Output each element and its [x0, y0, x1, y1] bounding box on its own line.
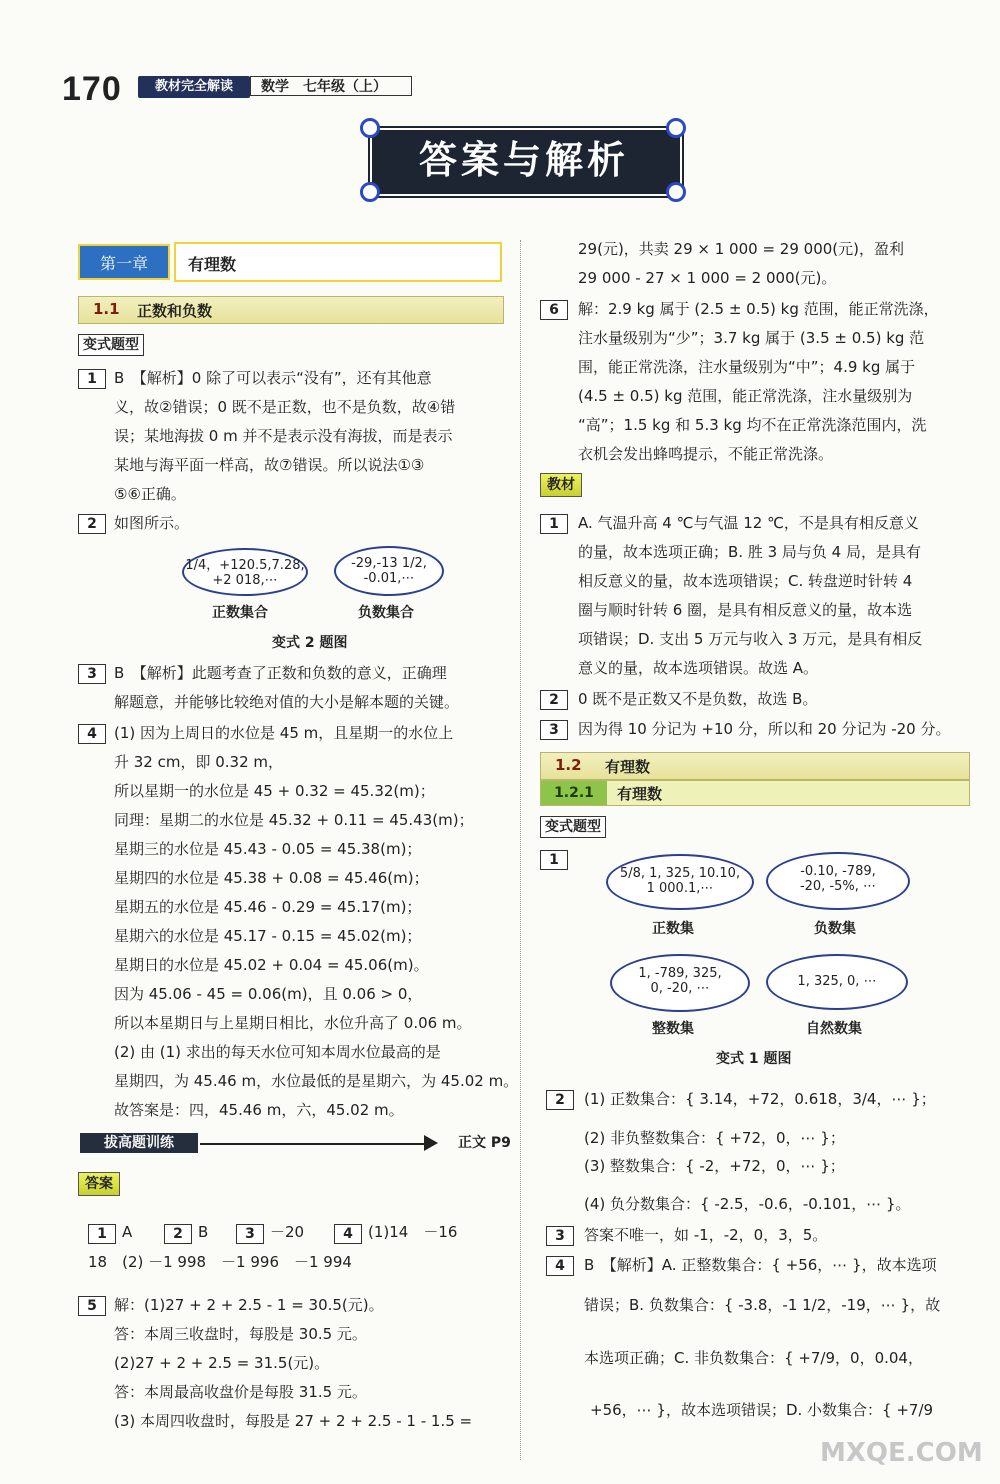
- answer-value: －20: [270, 1223, 305, 1241]
- variant-label: 变式题型: [540, 816, 606, 838]
- corner-dot-icon: [666, 118, 686, 138]
- corner-dot-icon: [360, 182, 380, 202]
- jiaocai-label: 教材: [540, 473, 582, 497]
- section-bar: [540, 752, 970, 780]
- variant-label: 变式题型: [78, 334, 144, 356]
- question-number: 1: [88, 1224, 116, 1244]
- answer-text: (1) 正数集合：{ 3.14，+72，0.618，3/4，⋯ }；: [584, 1090, 936, 1108]
- set-ellipse: 5/8, 1, 325, 10.10, 1 000.1,⋯: [606, 854, 754, 910]
- answer-text: B 【解析】A. 正整数集合：{ +56，⋯ }，故本选项: [584, 1256, 937, 1274]
- section-bar: [78, 296, 504, 324]
- set-ellipse: 1, -789, 325, 0, -20, ⋯: [610, 954, 750, 1012]
- section-title: 正数和负数: [137, 302, 213, 320]
- answer-label: 答案: [78, 1172, 120, 1196]
- question-number: 6: [540, 300, 568, 320]
- answer-value: A: [122, 1223, 133, 1241]
- answer-text: 0 既不是正数又不是负数，故选 B。: [578, 690, 818, 708]
- section-number: 1.2: [555, 756, 582, 774]
- question-number: 4: [546, 1256, 574, 1276]
- positive-set-caption: 正数集合: [212, 605, 268, 621]
- question-number: 1: [78, 369, 106, 389]
- question-number: 5: [78, 1296, 106, 1316]
- answer-text: (1) 因为上周日的水位是 45 m，且星期一的水位上 升 32 cm，即 0.32 m， 所以星期一的水位是 45 + 0.32 = 45.32(m)； 同理：星期二的水位是 45.32 + 0.11 = 45.43(m)； 星期三的水位是 45.43 - 0.05 = 45.38(m)； 星期四的水位是 45.38 + 0.08 = 45.46(m)； 星期五的水位是 45.46 - 0.29 = 45.17(m)； 星期六的水位是 45.17 - 0.15 = 45.02(m)； 星期日的水位是 45.02 + 0.04 = 45.06(m)。 因为 45.06 - 45 = 0.06(m)，且 0.06 > 0， 所以本星期日与上星期日相比，水位升高了 0.06 m。 (2) 由 (1) 求出的每天水位可知本周水位最高的是 星期四，为 45.46 m，水位最低的是星期六，为 45.02 m。 故答案是：四，45.46 m，六，45.02 m。: [114, 724, 519, 1119]
- set-ellipse: -0.10, -789, -20, -5%, ⋯: [766, 852, 910, 910]
- answer-text: +56，⋯ }，故本选项错误；D. 小数集合：{ +7/9: [590, 1401, 934, 1419]
- answer-text: A. 气温升高 4 ℃与气温 12 ℃，不是具有相反意义 的量，故本选项正确；B. 胜 3 局与负 4 局，是具有 相反意义的量，故本选项错误；C. 转盘逆时针转 4 圈与顺时针转 6 圈，是具有相反意义的量，故本选 项错误；D. 支出 5 万元与收入 3 万元，是具有相反 意义的量，故本选项错误。故选 A。: [578, 514, 923, 677]
- answer-text: 错误；B. 负数集合：{ -3.8，-1 1/2，-19，⋯ }，故: [584, 1296, 941, 1314]
- figure-caption: 变式 1 题图: [716, 1051, 792, 1067]
- answer-text: B 【解析】0 除了可以表示“没有”，还有其他意 义，故②错误；0 既不是正数，也不是负数，故④错 误；某地海拔 0 m 并不是表示没有海拔，而是表示 某地与海平面一样高，故⑦错误。所以说法①③ ⑤⑥正确。: [114, 369, 456, 503]
- subsection-bar: [540, 780, 970, 806]
- question-number: 4: [334, 1224, 362, 1244]
- answer-text: 解：(1)27 + 2 + 2.5 - 1 = 30.5(元)。 答：本周三收盘时，每股是 30.5 元。 (2)27 + 2 + 2.5 = 31.5(元)。 答：本周最高收盘价是每股 31.5 元。 (3) 本周四收盘时，每股是 27 + 2 + 2.5 - 1 - 1.5 =: [114, 1296, 473, 1430]
- answer-text: 29(元)，共卖 29 × 1 000 = 29 000(元)，盈利 29 000 - 27 × 1 000 = 2 000(元)。: [578, 240, 904, 287]
- question-number: 2: [164, 1224, 192, 1244]
- chapter-title: 有理数: [188, 255, 237, 274]
- corner-dot-icon: [666, 182, 686, 202]
- subsection-number: 1.2.1: [541, 781, 607, 805]
- section-title: 有理数: [605, 758, 651, 776]
- question-number: 2: [78, 514, 106, 534]
- tigao-label: 拔高题训练: [80, 1133, 198, 1153]
- positive-set-ellipse: 1/4，+120.5,7.28, +2 018,⋯: [182, 548, 308, 596]
- answer-value: (1)14 －16: [368, 1223, 458, 1241]
- answer-text: 解：2.9 kg 属于 (2.5 ± 0.5) kg 范围，能正常洗涤， 注水量级别为“少”；3.7 kg 属于 (3.5 ± 0.5) kg 范 围，能正常洗涤，注水量级别为“中”；4.9 kg 属于 (4.5 ± 0.5) kg 范围，能正常洗涤，注水量级别为 “高”；1.5 kg 和 5.3 kg 均不在正常洗涤范围内，洗 衣机会发出蜂鸣提示，不能正常洗涤。: [578, 300, 939, 463]
- answer-text: 本选项正确；C. 非负数集合：{ +7/9，0，0.04，: [584, 1349, 923, 1367]
- question-number: 4: [78, 724, 106, 744]
- watermark: MXQE.COM: [820, 1438, 983, 1468]
- answer-text: B 【解析】此题考查了正数和负数的意义，正确理 解题意，并能够比较绝对值的大小是解本题的关键。: [114, 664, 460, 711]
- answer-text: 答案不唯一，如 -1，-2，0，3，5。: [584, 1226, 828, 1244]
- page-title: 答案与解析: [418, 138, 629, 182]
- column-divider: [520, 240, 521, 1460]
- question-number: 2: [546, 1090, 574, 1110]
- page-reference: 正文 P9: [458, 1135, 511, 1151]
- set-caption: 负数集: [814, 921, 856, 937]
- question-number: 3: [546, 1226, 574, 1246]
- figure-caption: 变式 2 题图: [272, 635, 348, 651]
- answer-text: (2) 非负整数集合：{ +72，0，⋯ }；: [584, 1129, 845, 1147]
- answer-text: (4) 负分数集合：{ -2.5，-0.6，-0.101，⋯ }。: [584, 1195, 911, 1213]
- subject-label: 数学 七年级（上）: [250, 76, 412, 96]
- question-number: 3: [540, 720, 568, 740]
- arrow-right-icon: [424, 1135, 438, 1151]
- arrow-line: [200, 1143, 426, 1145]
- set-caption: 整数集: [652, 1021, 694, 1037]
- question-number: 3: [236, 1224, 264, 1244]
- page-number: 170: [62, 70, 122, 108]
- set-ellipse: 1, 325, 0, ⋯: [766, 954, 908, 1010]
- subsection-title: 有理数: [617, 785, 663, 803]
- negative-set-ellipse: -29,-13 1/2, -0.01,⋯: [334, 546, 444, 596]
- series-badge: 教材完全解读: [138, 76, 250, 98]
- set-caption: 正数集: [652, 921, 694, 937]
- chapter-tag: 第一章: [78, 244, 170, 280]
- set-caption: 自然数集: [806, 1021, 862, 1037]
- question-number: 1: [540, 514, 568, 534]
- answer-text: (3) 整数集合：{ -2，+72，0，⋯ }；: [584, 1157, 845, 1175]
- corner-dot-icon: [360, 118, 380, 138]
- answer-text: 如图所示。: [114, 514, 190, 532]
- question-number: 3: [78, 664, 106, 684]
- question-number: 1: [540, 850, 568, 870]
- answer-text: 因为得 10 分记为 +10 分，所以和 20 分记为 -20 分。: [578, 720, 951, 738]
- section-number: 1.1: [93, 300, 120, 318]
- negative-set-caption: 负数集合: [358, 605, 414, 621]
- answer-value: 18 (2) －1 998 －1 996 －1 994: [88, 1253, 352, 1271]
- answer-value: B: [198, 1223, 209, 1241]
- question-number: 2: [540, 690, 568, 710]
